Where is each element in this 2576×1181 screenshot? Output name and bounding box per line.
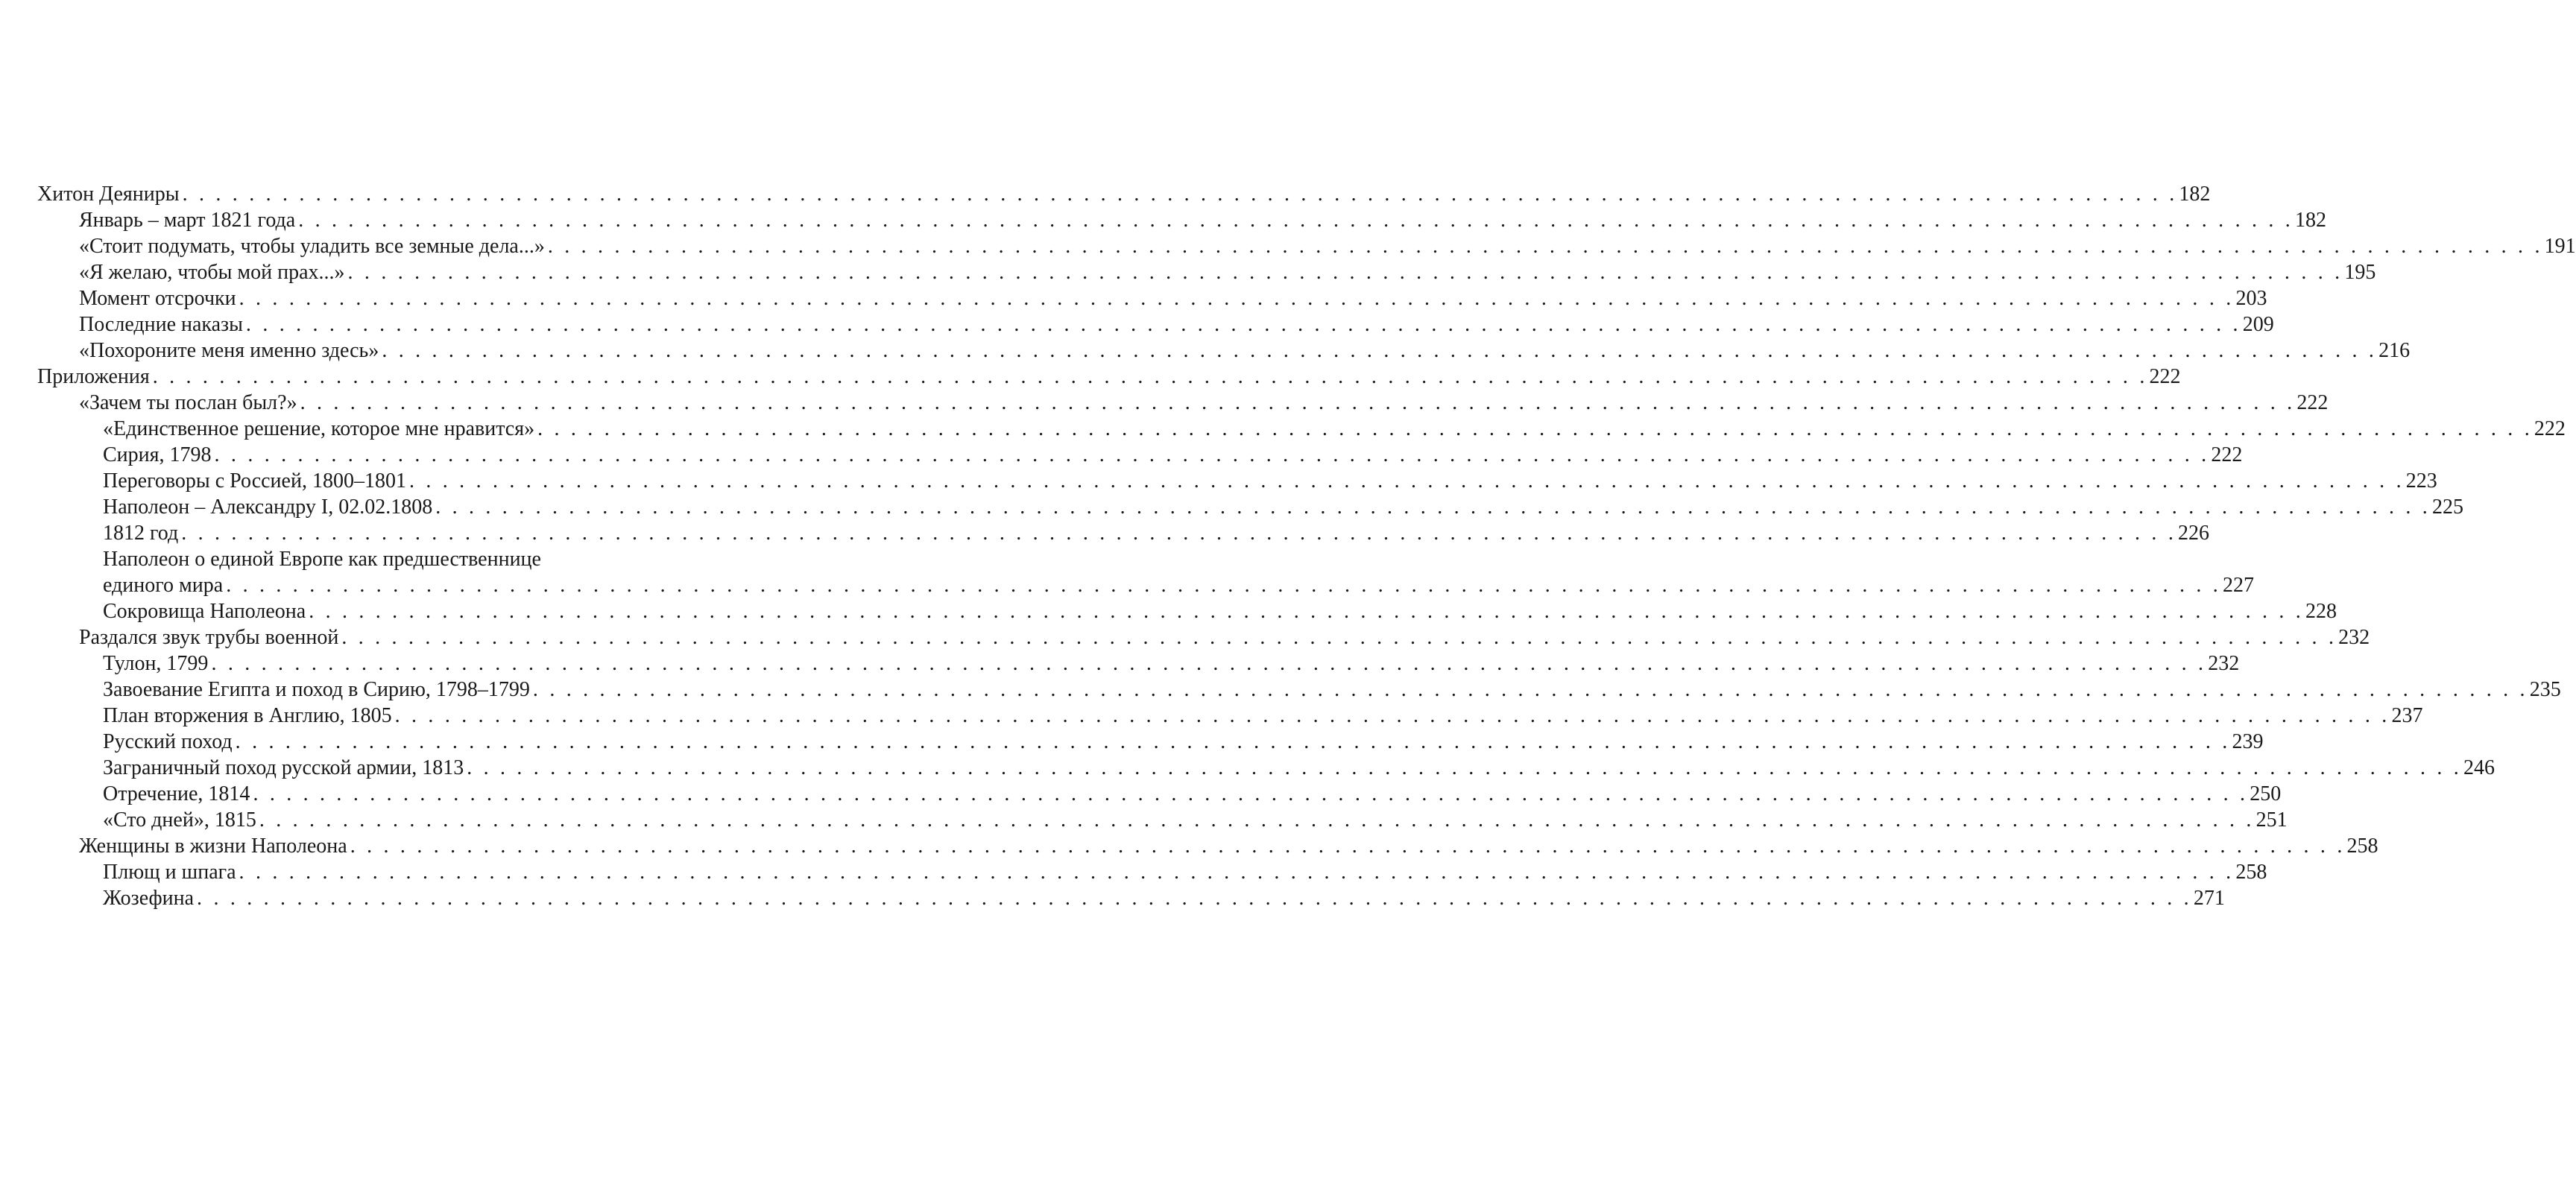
toc-entry-title: Плющ и шпага <box>103 859 239 885</box>
toc-entry-row <box>79 833 2378 859</box>
toc-entry-row <box>103 781 2282 807</box>
toc-entry-page-number: 258 <box>2235 861 2267 884</box>
toc-entry[interactable] <box>37 755 2496 781</box>
toc-entry-title: Момент отсрочки <box>79 285 239 311</box>
toc-entry[interactable] <box>37 729 2264 755</box>
toc-entry-title: «Стоит подумать, чтобы уладить все земные дела...» <box>79 233 548 259</box>
toc-entry-title: Заграничный поход русской армии, 1813 <box>103 755 467 781</box>
toc-entry-page-number: 232 <box>2208 652 2240 675</box>
toc-entry[interactable] <box>37 181 2211 207</box>
toc-entry-row <box>103 520 2210 546</box>
toc-entry[interactable] <box>37 494 2464 520</box>
toc-entry-row <box>79 207 2326 233</box>
dot-leader: . . . . . . . . . . . . . . . . . . . . . . . . . . . . . . . . . . . . . . . . . . . . . . . . . . . . . . . . . . . . . . . . . . . . . . . . . . . . . . . . . . . . . . . . . . . . . . . . . . . . . . . . . . . . . . . . . . . . . . . . <box>408 469 2405 493</box>
toc-entry[interactable] <box>37 207 2326 233</box>
dot-leader: . . . . . . . . . . . . . . . . . . . . . . . . . . . . . . . . . . . . . . . . . . . . . . . . . . . . . . . . . . . . . . . . . . . . . . . . . . . . . . . . . . . . . . . . . . . . . . . . . . . . . . . . . . . . . . . . . . . . . . . . <box>537 417 2533 440</box>
toc-entry-page-number: 216 <box>2378 339 2411 362</box>
toc-entry-row <box>103 650 2240 677</box>
toc-entry[interactable] <box>37 781 2282 807</box>
dot-leader: . . . . . . . . . . . . . . . . . . . . . . . . . . . . . . . . . . . . . . . . . . . . . . . . . . . . . . . . . . . . . . . . . . . . . . . . . . . . . . . . . . . . . . . . . . . . . . . . . . . . . . . . . . . . . . . . . . . . . . . . <box>259 808 2255 832</box>
toc-entry[interactable] <box>37 520 2210 546</box>
toc-entry-page-number: 225 <box>2432 495 2464 519</box>
toc-entry-row <box>79 233 2576 259</box>
toc-entry-page-number: 222 <box>2211 443 2243 466</box>
toc-entry-row <box>103 807 2288 833</box>
toc-entry[interactable] <box>37 598 2337 624</box>
toc-entry-title: «Похороните меня именно здесь» <box>79 338 382 364</box>
toc-entry[interactable] <box>37 442 2243 468</box>
toc-entry-row <box>79 338 2411 364</box>
toc-entry-title: Русский поход <box>103 729 236 755</box>
toc-entry-title: «Единственное решение, которое мне нравится» <box>103 416 537 442</box>
toc-entry-title: 1812 год <box>103 520 181 546</box>
dot-leader: . . . . . . . . . . . . . . . . . . . . . . . . . . . . . . . . . . . . . . . . . . . . . . . . . . . . . . . . . . . . . . . . . . . . . . . . . . . . . . . . . . . . . . . . . . . . . . . . . . . . . . . . . . . . . . . . . . . . . . . . <box>532 678 2528 701</box>
toc-entry-page-number: 222 <box>2534 417 2566 440</box>
dot-leader: . . . . . . . . . . . . . . . . . . . . . . . . . . . . . . . . . . . . . . . . . . . . . . . . . . . . . . . . . . . . . . . . . . . . . . . . . . . . . . . . . . . . . . . . . . . . . . . . . . . . . . . . . . . . . . . . . . . . . . . . <box>239 861 2235 884</box>
dot-leader: . . . . . . . . . . . . . . . . . . . . . . . . . . . . . . . . . . . . . . . . . . . . . . . . . . . . . . . . . . . . . . . . . . . . . . . . . . . . . . . . . . . . . . . . . . . . . . . . . . . . . . . . . . . . . . . . . . . . . . . . <box>467 756 2463 779</box>
dot-leader: . . . . . . . . . . . . . . . . . . . . . . . . . . . . . . . . . . . . . . . . . . . . . . . . . . . . . . . . . . . . . . . . . . . . . . . . . . . . . . . . . . . . . . . . . . . . . . . . . . . . . . . . . . . . . . . . . . . . . . . . <box>309 600 2304 623</box>
dot-leader: . . . . . . . . . . . . . . . . . . . . . . . . . . . . . . . . . . . . . . . . . . . . . . . . . . . . . . . . . . . . . . . . . . . . . . . . . . . . . . . . . . . . . . . . . . . . . . . . . . . . . . . . . . . . . . . . . . . . . . . . <box>382 339 2378 362</box>
toc-entry-title: Переговоры с Россией, 1800–1801 <box>103 468 409 494</box>
toc-entry-title: «Зачем ты послан был?» <box>79 390 300 416</box>
toc-entry-page-number: 227 <box>2223 574 2255 597</box>
toc-entry[interactable] <box>37 390 2329 416</box>
toc-entry-title: Сирия, 1798 <box>103 442 215 468</box>
toc-entry-page-number: 235 <box>2529 678 2561 701</box>
dot-leader: . . . . . . . . . . . . . . . . . . . . . . . . . . . . . . . . . . . . . . . . . . . . . . . . . . . . . . . . . . . . . . . . . . . . . . . . . . . . . . . . . . . . . . . . . . . . . . . . . . . . . . . . . . . . . . . . . . . . . . . . <box>226 574 2222 597</box>
toc-entry[interactable] <box>37 468 2437 494</box>
toc-entry[interactable] <box>37 624 2370 650</box>
toc-entry[interactable] <box>37 311 2274 338</box>
toc-entry-page-number: 239 <box>2232 730 2264 753</box>
toc-entry-page-number: 226 <box>2178 522 2210 545</box>
dot-leader: . . . . . . . . . . . . . . . . . . . . . . . . . . . . . . . . . . . . . . . . . . . . . . . . . . . . . . . . . . . . . . . . . . . . . . . . . . . . . . . . . . . . . . . . . . . . . . . . . . . . . . . . . . . . . . . . . . . . . . . . <box>253 782 2249 805</box>
toc-entry[interactable] <box>37 285 2267 311</box>
toc-entry-page-number: 222 <box>2296 391 2329 414</box>
toc-entry-title: «Я желаю, чтобы мой прах...» <box>79 259 348 285</box>
dot-leader: . . . . . . . . . . . . . . . . . . . . . . . . . . . . . . . . . . . . . . . . . . . . . . . . . . . . . . . . . . . . . . . . . . . . . . . . . . . . . . . . . . . . . . . . . . . . . . . . . . . . . . . . . . . . . . . . . . . . . . . . <box>182 183 2178 206</box>
toc-entry-title: Жозефина <box>103 885 197 911</box>
toc-entry-row <box>103 703 2423 729</box>
dot-leader: . . . . . . . . . . . . . . . . . . . . . . . . . . . . . . . . . . . . . . . . . . . . . . . . . . . . . . . . . . . . . . . . . . . . . . . . . . . . . . . . . . . . . . . . . . . . . . . . . . . . . . . . . . . . . . . . . . . . . . . . <box>341 626 2337 649</box>
toc-entry[interactable] <box>37 807 2288 833</box>
toc-entry-page-number: 191 <box>2544 235 2576 258</box>
toc-entry-row <box>103 494 2464 520</box>
toc-entry-row <box>103 677 2561 703</box>
toc-entry-page-number: 250 <box>2250 782 2282 805</box>
toc-entry[interactable] <box>37 233 2576 259</box>
toc-entry-row <box>79 624 2370 650</box>
dot-leader: . . . . . . . . . . . . . . . . . . . . . . . . . . . . . . . . . . . . . . . . . . . . . . . . . . . . . . . . . . . . . . . . . . . . . . . . . . . . . . . . . . . . . . . . . . . . . . . . . . . . . . . . . . . . . . . . . . . . . . . . <box>211 652 2207 675</box>
toc-entry-row <box>103 885 2225 911</box>
toc-entry-page-number: 228 <box>2305 600 2337 623</box>
toc-entry-title: единого мира <box>103 572 226 598</box>
toc-entry-title: Последние наказы <box>79 311 246 338</box>
toc-entry-row <box>103 729 2264 755</box>
toc-entry[interactable] <box>37 677 2561 703</box>
dot-leader: . . . . . . . . . . . . . . . . . . . . . . . . . . . . . . . . . . . . . . . . . . . . . . . . . . . . . . . . . . . . . . . . . . . . . . . . . . . . . . . . . . . . . . . . . . . . . . . . . . . . . . . . . . . . . . . . . . . . . . . . <box>347 261 2343 284</box>
toc-entry-page-number: 237 <box>2391 704 2423 727</box>
toc-entry-row <box>103 859 2267 885</box>
toc-entry-row <box>103 755 2496 781</box>
toc-entry[interactable] <box>37 833 2378 859</box>
toc-entry-row <box>37 364 2181 390</box>
toc-entry-title: Завоевание Египта и поход в Сирию, 1798–1799 <box>103 677 533 703</box>
toc-entry-row <box>37 181 2211 207</box>
toc-entry-row <box>79 259 2376 285</box>
toc-entry-page-number: 223 <box>2405 469 2437 493</box>
dot-leader: . . . . . . . . . . . . . . . . . . . . . . . . . . . . . . . . . . . . . . . . . . . . . . . . . . . . . . . . . . . . . . . . . . . . . . . . . . . . . . . . . . . . . . . . . . . . . . . . . . . . . . . . . . . . . . . . . . . . . . . . <box>197 887 2192 910</box>
toc-entry[interactable] <box>37 703 2423 729</box>
toc-entry-title: Тулон, 1799 <box>103 650 211 677</box>
toc-entry[interactable] <box>37 364 2181 390</box>
toc-entry-page-number: 195 <box>2344 261 2376 284</box>
toc-entry-page-number: 203 <box>2235 287 2267 310</box>
dot-leader: . . . . . . . . . . . . . . . . . . . . . . . . . . . . . . . . . . . . . . . . . . . . . . . . . . . . . . . . . . . . . . . . . . . . . . . . . . . . . . . . . . . . . . . . . . . . . . . . . . . . . . . . . . . . . . . . . . . . . . . . <box>350 835 2346 858</box>
dot-leader: . . . . . . . . . . . . . . . . . . . . . . . . . . . . . . . . . . . . . . . . . . . . . . . . . . . . . . . . . . . . . . . . . . . . . . . . . . . . . . . . . . . . . . . . . . . . . . . . . . . . . . . . . . . . . . . . . . . . . . . . <box>300 391 2296 414</box>
toc-entry-page-number: 232 <box>2338 626 2370 649</box>
toc-entry-title: Январь – март 1821 года <box>79 207 298 233</box>
dot-leader: . . . . . . . . . . . . . . . . . . . . . . . . . . . . . . . . . . . . . . . . . . . . . . . . . . . . . . . . . . . . . . . . . . . . . . . . . . . . . . . . . . . . . . . . . . . . . . . . . . . . . . . . . . . . . . . . . . . . . . . . <box>152 365 2148 388</box>
dot-leader: . . . . . . . . . . . . . . . . . . . . . . . . . . . . . . . . . . . . . . . . . . . . . . . . . . . . . . . . . . . . . . . . . . . . . . . . . . . . . . . . . . . . . . . . . . . . . . . . . . . . . . . . . . . . . . . . . . . . . . . . <box>239 287 2235 310</box>
toc-entry-page-number: 271 <box>2193 887 2225 910</box>
toc-entry-page-number: 258 <box>2346 835 2378 858</box>
toc-entry-title-line1: Наполеон о единой Европе как предшественнице <box>103 548 541 571</box>
dot-leader: . . . . . . . . . . . . . . . . . . . . . . . . . . . . . . . . . . . . . . . . . . . . . . . . . . . . . . . . . . . . . . . . . . . . . . . . . . . . . . . . . . . . . . . . . . . . . . . . . . . . . . . . . . . . . . . . . . . . . . . . <box>298 209 2294 232</box>
toc-entry-title: «Сто дней», 1815 <box>103 807 259 833</box>
toc-entry-title: Женщины в жизни Наполеона <box>79 833 350 859</box>
toc-entry-page-number: 209 <box>2242 313 2274 336</box>
toc-entry-page-number: 251 <box>2255 808 2288 832</box>
toc-entry-title: Отречение, 1814 <box>103 781 253 807</box>
toc-entry-row <box>103 416 2566 442</box>
toc-entry-page-number: 246 <box>2463 756 2496 779</box>
toc-entry-title: План вторжения в Англию, 1805 <box>103 703 395 729</box>
toc-entry-row <box>79 285 2267 311</box>
dot-leader: . . . . . . . . . . . . . . . . . . . . . . . . . . . . . . . . . . . . . . . . . . . . . . . . . . . . . . . . . . . . . . . . . . . . . . . . . . . . . . . . . . . . . . . . . . . . . . . . . . . . . . . . . . . . . . . . . . . . . . . . <box>435 495 2431 519</box>
dot-leader: . . . . . . . . . . . . . . . . . . . . . . . . . . . . . . . . . . . . . . . . . . . . . . . . . . . . . . . . . . . . . . . . . . . . . . . . . . . . . . . . . . . . . . . . . . . . . . . . . . . . . . . . . . . . . . . . . . . . . . . . <box>394 704 2390 727</box>
dot-leader: . . . . . . . . . . . . . . . . . . . . . . . . . . . . . . . . . . . . . . . . . . . . . . . . . . . . . . . . . . . . . . . . . . . . . . . . . . . . . . . . . . . . . . . . . . . . . . . . . . . . . . . . . . . . . . . . . . . . . . . . <box>547 235 2543 258</box>
toc-entry-row <box>103 468 2437 494</box>
toc-entry[interactable] <box>37 416 2566 442</box>
toc-entry[interactable] <box>37 259 2376 285</box>
toc-entry-row <box>103 598 2337 624</box>
toc-entry-page-number: 222 <box>2149 365 2181 388</box>
toc-entry[interactable] <box>37 885 2225 911</box>
toc-entry-row <box>103 442 2243 468</box>
dot-leader: . . . . . . . . . . . . . . . . . . . . . . . . . . . . . . . . . . . . . . . . . . . . . . . . . . . . . . . . . . . . . . . . . . . . . . . . . . . . . . . . . . . . . . . . . . . . . . . . . . . . . . . . . . . . . . . . . . . . . . . . <box>245 313 2241 336</box>
toc-entry[interactable] <box>37 338 2411 364</box>
toc-entry-row <box>103 572 2255 598</box>
toc-entry-title: Приложения <box>37 364 153 390</box>
dot-leader: . . . . . . . . . . . . . . . . . . . . . . . . . . . . . . . . . . . . . . . . . . . . . . . . . . . . . . . . . . . . . . . . . . . . . . . . . . . . . . . . . . . . . . . . . . . . . . . . . . . . . . . . . . . . . . . . . . . . . . . . <box>235 730 2231 753</box>
toc-entry[interactable] <box>37 859 2267 885</box>
dot-leader: . . . . . . . . . . . . . . . . . . . . . . . . . . . . . . . . . . . . . . . . . . . . . . . . . . . . . . . . . . . . . . . . . . . . . . . . . . . . . . . . . . . . . . . . . . . . . . . . . . . . . . . . . . . . . . . . . . . . . . . . <box>181 522 2177 545</box>
toc-entry-title: Хитон Деяниры <box>37 181 183 207</box>
toc-entry[interactable] <box>37 650 2240 677</box>
table-of-contents <box>37 181 2576 911</box>
toc-entry-row <box>79 390 2329 416</box>
toc-entry-page-number: 182 <box>2179 183 2211 206</box>
toc-entry-row <box>79 311 2274 338</box>
dot-leader: . . . . . . . . . . . . . . . . . . . . . . . . . . . . . . . . . . . . . . . . . . . . . . . . . . . . . . . . . . . . . . . . . . . . . . . . . . . . . . . . . . . . . . . . . . . . . . . . . . . . . . . . . . . . . . . . . . . . . . . . <box>214 443 2210 466</box>
toc-entry[interactable] <box>37 546 2255 598</box>
toc-entry-title: Сокровища Наполеона <box>103 598 309 624</box>
toc-entry-page-number: 182 <box>2295 209 2326 232</box>
toc-entry-title: Раздался звук трубы военной <box>79 624 341 650</box>
toc-entry-title: Наполеон – Александру I, 02.02.1808 <box>103 494 435 520</box>
